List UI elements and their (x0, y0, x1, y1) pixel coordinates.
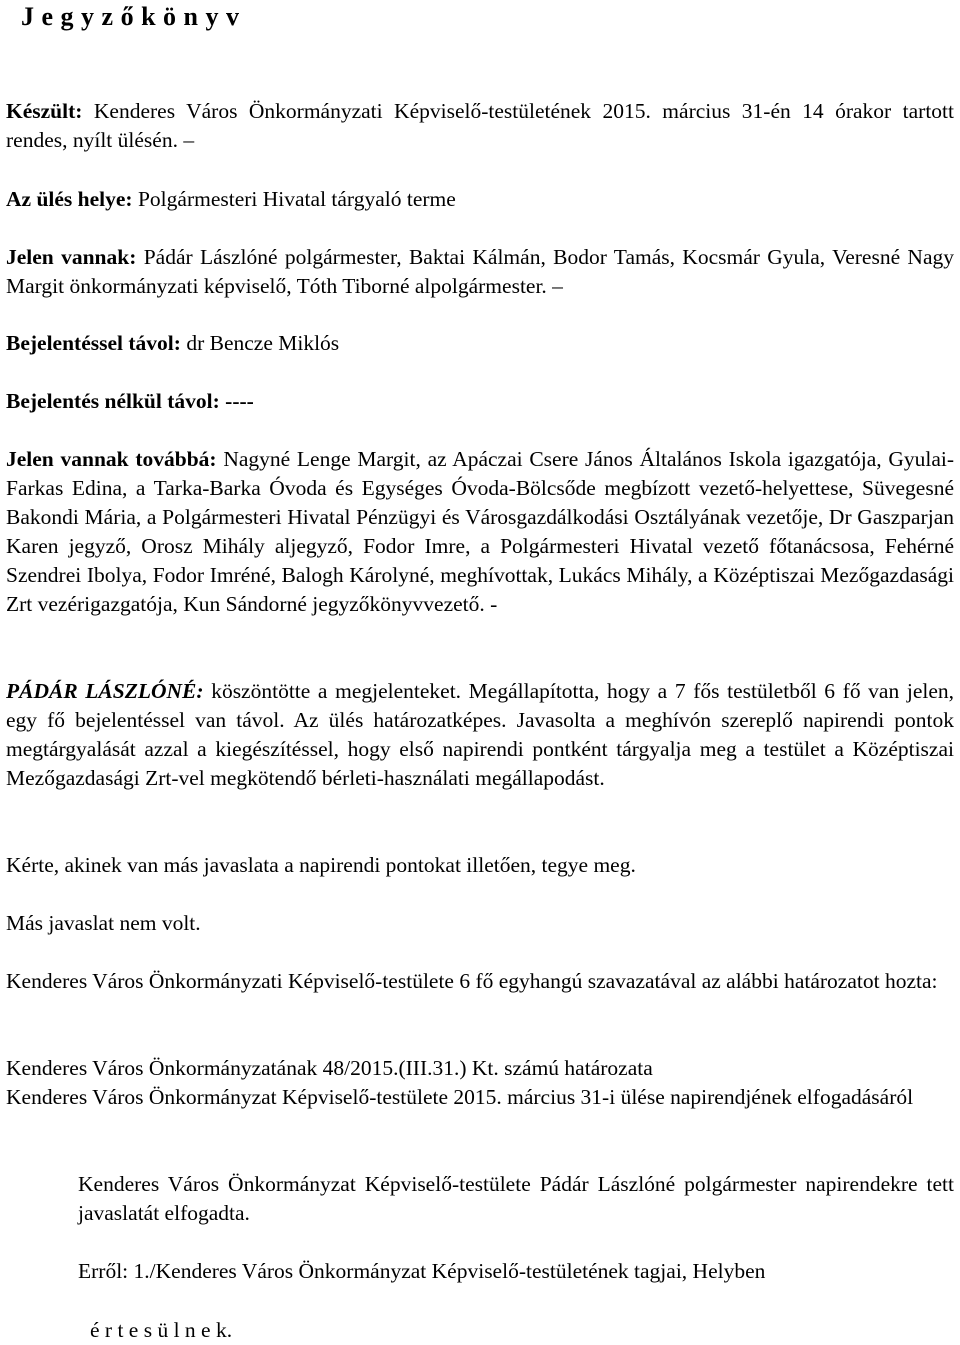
jelen-label: Jelen vannak: (6, 245, 137, 269)
hatarozat-szam: Kenderes Város Önkormányzatának 48/2015.(III.31.) Kt. számú határozata (6, 1056, 653, 1080)
hatarozat-szoveg: Kenderes Város Önkormányzat Képviselő-testülete Pádár Lászlóné polgármester napirendekre tett javaslatát elfogadta. (78, 1172, 954, 1225)
document-title: J e g y z ő k ö n y v (21, 2, 240, 31)
tovabba-text: Nagyné Lenge Margit, az Apáczai Csere János Általános Iskola igazgatója, Gyulai-Farkas Edina, a Tarka-Barka Óvoda és Egységes Óvoda-Bölcsőde megbízott vezető-helyettese, Süvegesné Bakondi Mária, a Polgármesteri Hivatal Pénzügyi és Városgazdálkodási Osztályának vezetője, Dr Gaszparjan Karen jegyző, Orosz Mihály aljegyző, Fodor Imre, a Polgármesteri Hivatal vezető főtanácsosa, Fehérné Szendrei Ibolya, Fodor Imréné, Balogh Károlyné, meghívottak, Lukács Mihály, a Középtiszai Mezőgazdasági Zrt vezérigazgatója, Kun Sándorné jegyzőkönyvvezető. - (6, 447, 955, 616)
keszult-text: Kenderes Város Önkormányzati Képviselő-testületének 2015. március 31-én 14 órakor tartott rendes, nyílt ülésén. – (6, 99, 954, 152)
tovabba-label: Jelen vannak továbbá: (6, 447, 217, 471)
padar-text: köszöntötte a megjelenteket. Megállapította, hogy a 7 fős testületből 6 fő van jelen, egy fő bejelentéssel van távol. Az ülés határozatképes. Javasolta a meghívón szereplő napirendi pontok megtárgyalását azzal a kiegészítéssel, hogy első napirendi pontként tárgyalja meg a testület a Középtiszai Mezőgazdasági Zrt-vel megkötendő bérleti-használati megállapodást. (6, 679, 955, 790)
mas-javaslat-paragraph: Más javaslat nem volt. (6, 911, 201, 935)
keszult-paragraph (6, 97, 954, 155)
tovabba-paragraph (6, 445, 954, 619)
jelen-paragraph (6, 243, 954, 301)
kerte-paragraph: Kérte, akinek van más javaslata a napirendi pontokat illetően, tegye meg. (6, 853, 636, 877)
hely-label: Az ülés helye: (6, 187, 133, 211)
bejelentessel-label: Bejelentéssel távol: (6, 331, 181, 355)
bejelentes-nelkul-paragraph (6, 387, 954, 416)
ertesulnek-line: é r t e s ü l n e k. (90, 1318, 233, 1342)
padar-label: PÁDÁR LÁSZLÓNÉ: (6, 679, 204, 703)
jelen-text: Pádár Lászlóné polgármester, Baktai Kálmán, Bodor Tamás, Kocsmár Gyula, Veresné Nagy Margit önkormányzati képviselő, Tóth Tiborné alpolgármester. – (6, 245, 955, 298)
bejelentes-nelkul-label: Bejelentés nélkül távol: ---- (6, 389, 254, 413)
bejelentessel-paragraph (6, 329, 954, 358)
hatarozat-cim: Kenderes Város Önkormányzat Képviselő-testülete 2015. március 31-i ülése napirendjének elfogadásáról (6, 1085, 914, 1109)
szavazas-paragraph: Kenderes Város Önkormányzati Képviselő-testülete 6 fő egyhangú szavazatával az alábbi határozatot hozta: (6, 969, 938, 993)
keszult-label: Készült: (6, 99, 83, 123)
hely-paragraph (6, 185, 954, 214)
hely-text: Polgármesteri Hivatal tárgyaló terme (137, 187, 456, 211)
padar-paragraph (6, 677, 954, 793)
bejelentessel-text: dr Bencze Miklós (186, 331, 340, 355)
errol-line: Erről: 1./Kenderes Város Önkormányzat Képviselő-testületének tagjai, Helyben (78, 1259, 766, 1283)
